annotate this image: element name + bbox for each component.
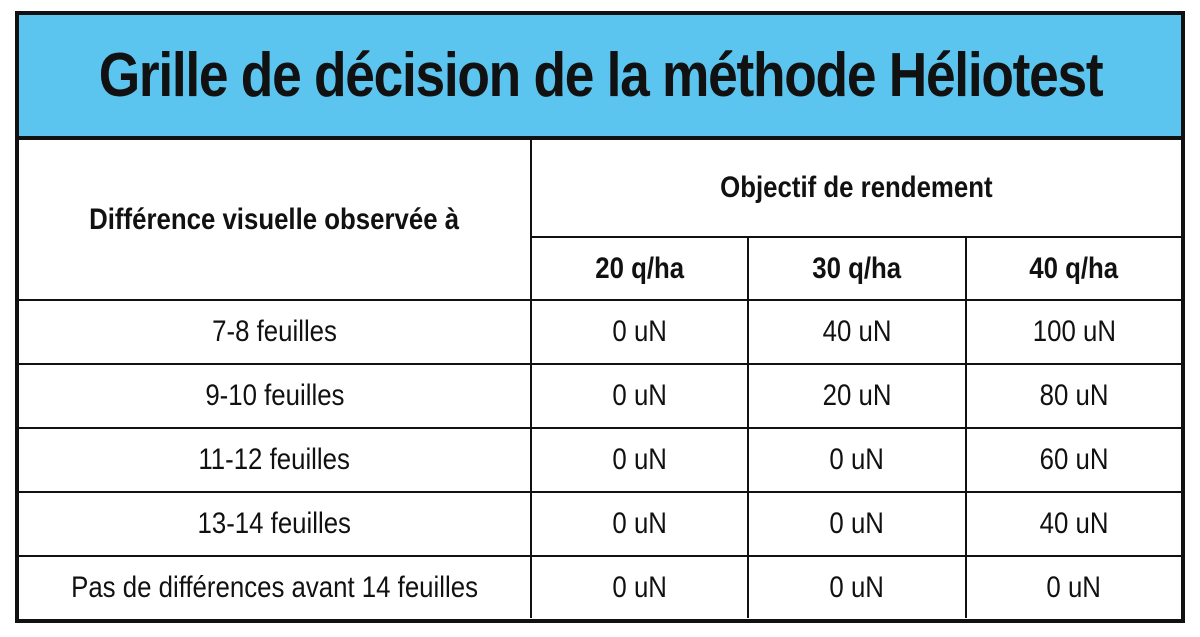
value-cell [966, 364, 1181, 428]
value-cell [748, 492, 966, 556]
table-row [19, 364, 1181, 428]
group-header-cell [531, 140, 1181, 237]
value-cell [531, 428, 748, 492]
value-cell [748, 428, 966, 492]
value-text: 0 uN [612, 315, 667, 348]
value-cell [531, 556, 748, 618]
value-text: 20 uN [822, 379, 892, 412]
value-text: 0 uN [612, 507, 667, 540]
page-title: Grille de décision de la méthode Héliotest [98, 41, 1102, 110]
value-cell [531, 364, 748, 428]
row-header-label: Différence visuelle observée à [89, 202, 460, 236]
value-cell [748, 364, 966, 428]
value-text: 0 uN [1046, 570, 1102, 604]
row-label-cell [19, 556, 531, 618]
column-header-cell [966, 237, 1181, 300]
row-label-cell [19, 364, 531, 428]
column-header-label: 30 q/ha [812, 251, 902, 285]
row-label: 13-14 feuilles [197, 507, 352, 540]
value-cell [966, 492, 1181, 556]
value-text: 40 uN [822, 315, 892, 348]
value-text: 0 uN [829, 507, 885, 540]
group-header-label: Objectif de rendement [720, 171, 993, 204]
row-label: 9-10 feuilles [204, 379, 345, 412]
value-text: 40 uN [1039, 507, 1109, 540]
row-label: Pas de différences avant 14 feuilles [71, 570, 478, 604]
value-cell [531, 300, 748, 364]
table-row [19, 556, 1181, 618]
row-label-cell [19, 428, 531, 492]
value-cell [966, 300, 1181, 364]
row-label-cell [19, 492, 531, 556]
value-text: 0 uN [612, 570, 667, 604]
decision-table [19, 140, 1181, 618]
value-text: 0 uN [829, 443, 885, 476]
row-label: 7-8 feuilles [212, 315, 337, 348]
value-text: 60 uN [1039, 443, 1109, 476]
column-header-cell [531, 237, 748, 300]
table-row [19, 492, 1181, 556]
table-row [19, 300, 1181, 364]
value-text: 0 uN [612, 443, 667, 476]
value-cell [531, 492, 748, 556]
value-text: 100 uN [1032, 315, 1116, 348]
value-cell [748, 300, 966, 364]
value-text: 0 uN [829, 570, 885, 604]
value-cell [966, 556, 1181, 618]
row-header-cell [19, 140, 531, 300]
row-label: 11-12 feuilles [198, 443, 351, 476]
column-header-cell [748, 237, 966, 300]
title-banner [19, 15, 1181, 140]
value-cell [966, 428, 1181, 492]
value-text: 80 uN [1039, 379, 1109, 412]
column-header-label: 40 q/ha [1029, 251, 1119, 285]
decision-grid-frame [15, 11, 1185, 623]
table-row [19, 428, 1181, 492]
column-header-label: 20 q/ha [595, 251, 684, 285]
header-row-group [19, 140, 1181, 237]
value-cell [748, 556, 966, 618]
value-text: 0 uN [612, 379, 667, 412]
row-label-cell [19, 300, 531, 364]
